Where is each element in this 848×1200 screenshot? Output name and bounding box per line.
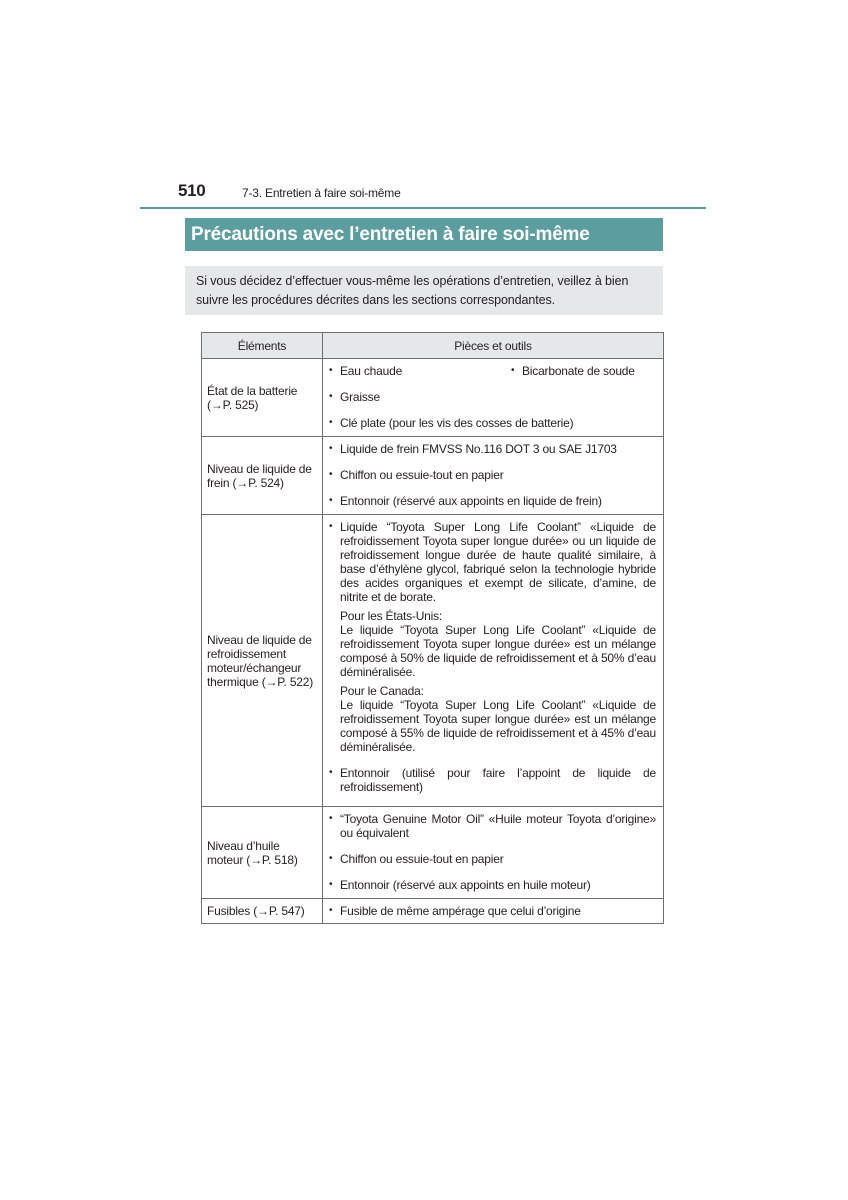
item-cell	[202, 899, 323, 924]
bullet-icon: •	[511, 365, 515, 376]
intro-box	[185, 266, 663, 315]
bullet-icon: •	[329, 469, 333, 480]
bullet-icon: •	[329, 813, 333, 824]
item-label: État de la batterie (→P. 525)	[207, 383, 298, 412]
table-header-row	[202, 333, 664, 359]
tool-text: Liquide de frein FMVSS No.116 DOT 3 ou SAE J1703	[340, 442, 617, 456]
list-item	[328, 852, 656, 866]
canada-heading: Pour le Canada:	[340, 684, 424, 698]
tool-text: Graisse	[340, 390, 380, 404]
table-row	[202, 359, 664, 437]
tools-cell	[323, 515, 664, 807]
table-row	[202, 437, 664, 515]
list-item	[328, 468, 656, 482]
bullet-icon: •	[329, 905, 333, 916]
list-item	[328, 416, 656, 430]
parts-table	[201, 332, 664, 924]
item-cell	[202, 437, 323, 515]
table-row	[202, 807, 664, 899]
tool-text: Clé plate (pour les vis des cosses de batterie)	[340, 416, 574, 430]
table-row	[202, 899, 664, 924]
list-item	[328, 766, 656, 794]
item-label: Niveau de liquide de frein (→P. 524)	[207, 461, 312, 490]
bullet-icon: •	[329, 417, 333, 428]
tools-list	[328, 812, 656, 892]
section-title: 7-3. Entretien à faire soi-même	[242, 186, 401, 200]
tools-cell	[323, 359, 664, 437]
list-item	[328, 878, 656, 892]
item-cell	[202, 807, 323, 899]
list-item	[328, 812, 656, 840]
tools-cell	[323, 807, 664, 899]
column-header-tools: Pièces et outils	[323, 333, 664, 359]
tool-text: Bicarbonate de soude	[522, 364, 635, 378]
tools-list	[328, 442, 656, 508]
bullet-icon: •	[329, 879, 333, 890]
tools-list	[328, 364, 656, 430]
bullet-icon: •	[329, 443, 333, 454]
bullet-icon: •	[329, 521, 333, 532]
list-item	[328, 390, 656, 404]
header-divider	[140, 207, 706, 209]
us-heading: Pour les États-Unis:	[340, 609, 443, 623]
page-number: 510	[178, 181, 206, 200]
bullet-icon: •	[329, 495, 333, 506]
title-banner	[185, 218, 663, 251]
list-item	[328, 520, 656, 754]
tool-text: Eau chaude	[340, 364, 403, 378]
bullet-icon: •	[329, 767, 333, 778]
item-label: Fusibles (→P. 547)	[207, 904, 305, 918]
bullet-icon: •	[329, 853, 333, 864]
tool-text: Fusible de même ampérage que celui d’origine	[340, 904, 581, 918]
tools-cell	[323, 899, 664, 924]
canada-note: Le liquide “Toyota Super Long Life Coolant” «Liquide de refroidissement Toyota super longue durée» est un mélange composé à 55% de liquide de refroidissement et à 45% d’eau déminéralisée.	[340, 698, 656, 754]
item-cell	[202, 515, 323, 807]
intro-text: Si vous décidez d’effectuer vous-même les opérations d’entretien, veillez à bien suivre les procédures décrites dans les sections correspondantes.	[196, 274, 629, 307]
item-cell	[202, 359, 323, 437]
table-row	[202, 515, 664, 807]
tool-text: Liquide “Toyota Super Long Life Coolant” «Liquide de refroidissement Toyota super longue durée» ou un liquide de refroidissement longue durée de haute qualité similaire, à base d’éthylène glycol, fabriqué selon la technologie hybride des acides organiques et exempt de silicate, d’amine, de nitrite et de borate.	[340, 520, 656, 604]
item-label: Niveau d’huile moteur (→P. 518)	[207, 838, 298, 867]
list-item	[328, 442, 656, 456]
bullet-icon: •	[329, 391, 333, 402]
list-item	[328, 364, 656, 378]
tool-text: Chiffon ou essuie-tout en papier	[340, 468, 504, 482]
tool-text: Entonnoir (réservé aux appoints en liquide de frein)	[340, 494, 602, 508]
item-label: Niveau de liquide de refroidissement moteur/échangeur thermique (→P. 522)	[207, 632, 314, 689]
tool-text: “Toyota Genuine Motor Oil” «Huile moteur Toyota d’origine» ou équivalent	[340, 812, 656, 840]
tool-text: Chiffon ou essuie-tout en papier	[340, 852, 504, 866]
us-note: Le liquide “Toyota Super Long Life Coolant” «Liquide de refroidissement Toyota super longue durée» est un mélange composé à 50% de liquide de refroidissement et à 50% d’eau déminéralisée.	[340, 623, 656, 679]
bullet-icon: •	[329, 365, 333, 376]
tool-text: Entonnoir (utilisé pour faire l’appoint de liquide de refroidissement)	[340, 766, 656, 794]
tools-list	[328, 904, 656, 918]
tools-cell	[323, 437, 664, 515]
tool-text: Entonnoir (réservé aux appoints en huile moteur)	[340, 878, 591, 892]
list-item	[328, 904, 656, 918]
list-item	[328, 494, 656, 508]
tools-list	[328, 520, 656, 794]
page-title: Précautions avec l’entretien à faire soi-même	[191, 224, 590, 245]
column-header-items: Éléments	[202, 333, 323, 359]
